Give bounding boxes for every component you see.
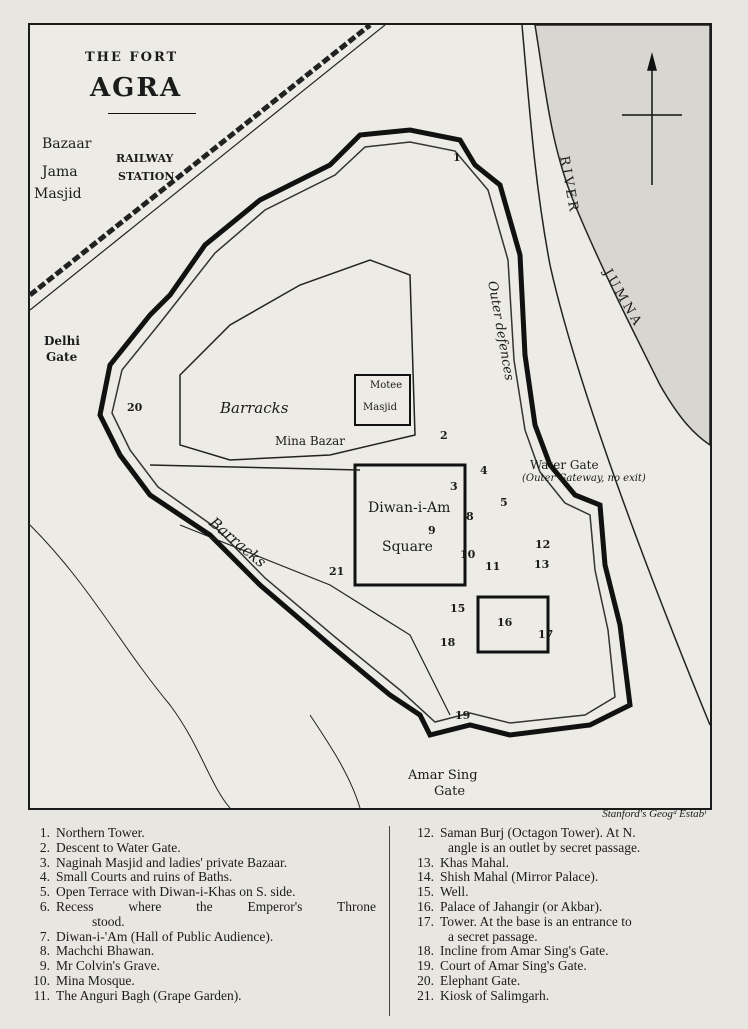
marker-4: 4: [480, 464, 488, 477]
marker-18: 18: [440, 636, 456, 649]
marker-13: 13: [534, 558, 550, 571]
label-jama: Jama: [42, 164, 78, 180]
legend-item: 5. Open Terrace with Diwan-i-Khas on S. side.: [39, 884, 296, 900]
marker-15: 15: [450, 602, 466, 615]
label-delhi: Delhi: [44, 334, 80, 348]
legend-item: 18. Incline from Amar Sing's Gate.: [417, 943, 609, 959]
marker-3: 3: [450, 480, 458, 493]
legend-item: 8. Machchi Bhawan.: [39, 943, 155, 959]
map-credit: Stanford's Geogᵈ Estabᵗ: [602, 808, 706, 820]
label-station: STATION: [118, 170, 175, 183]
legend-item: 10. Mina Mosque.: [33, 972, 135, 988]
legend-item: 11. The Anguri Bagh (Grape Garden).: [33, 987, 242, 1003]
label-jumna: JUMNA: [599, 266, 646, 331]
label-delhi-gate: Gate: [46, 350, 78, 364]
marker-8: 8: [466, 510, 474, 523]
marker-9: 9: [428, 524, 436, 537]
legend-item: 21. Kiosk of Salimgarh.: [417, 987, 550, 1003]
marker-11: 11: [485, 560, 501, 573]
marker-16: 16: [497, 616, 513, 629]
label-mina-bazar: Mina Bazar: [275, 434, 346, 448]
marker-2: 2: [440, 429, 448, 442]
legend-item-cont: a secret passage.: [448, 928, 538, 944]
label-railway: RAILWAY: [116, 152, 174, 165]
label-river: RIVER: [556, 154, 582, 216]
legend-item-cont: angle is an outlet by secret passage.: [448, 839, 641, 855]
label-bazaar: Bazaar: [42, 136, 92, 152]
label-moti: Motee: [370, 380, 403, 391]
marker-1: 1: [453, 151, 461, 164]
label-jama-masjid: Masjid: [34, 186, 82, 202]
river-jumna: [535, 25, 710, 445]
title-rule: [108, 113, 196, 114]
label-amar-sing: Amar Sing: [408, 768, 478, 783]
label-barracks-lower: Barracks: [205, 513, 270, 572]
legend-right-column: [389, 826, 743, 1016]
legend-item: 20. Elephant Gate.: [417, 972, 521, 988]
legend-item: 3. Naginah Masjid and ladies' private Bazaar.: [39, 854, 288, 870]
label-moti-masjid: Masjid: [363, 402, 398, 413]
legend-left-column: [16, 826, 376, 1004]
marker-19: 19: [455, 709, 471, 722]
legend-item: 12. Saman Burj (Octagon Tower). At N.: [417, 825, 636, 840]
legend-item: 2. Descent to Water Gate.: [39, 839, 181, 855]
label-outer-defences: Outer defences: [484, 279, 517, 382]
legend-item: 17. Tower. At the base is an entrance to: [417, 913, 632, 929]
marker-10: 10: [460, 548, 476, 561]
legend: [16, 826, 732, 1016]
legend-item: 14. Shish Mahal (Mirror Palace).: [417, 869, 599, 885]
marker-17: 17: [538, 628, 554, 641]
map-title: AGRA: [90, 73, 183, 103]
label-outer-gateway: (Outer Gateway, no exit): [522, 473, 646, 484]
legend-item: 9. Mr Colvin's Grave.: [39, 958, 161, 974]
legend-item: 6. Recess where the Emperor's Throne: [39, 898, 376, 914]
legend-item: 1. Northern Tower.: [39, 825, 145, 840]
legend-item: 19. Court of Amar Sing's Gate.: [417, 958, 587, 974]
legend-item: 7. Diwan-i-'Am (Hall of Public Audience).: [39, 928, 274, 944]
marker-5: 5: [500, 496, 508, 509]
label-square: Square: [382, 539, 433, 555]
label-amar-gate: Gate: [434, 784, 466, 799]
legend-item: 13. Khas Mahal.: [417, 854, 509, 870]
marker-21: 21: [329, 565, 345, 578]
marker-12: 12: [535, 538, 551, 551]
map-drawing: [30, 25, 710, 808]
marker-20: 20: [127, 401, 143, 414]
legend-item: 16. Palace of Jahangir (or Akbar).: [417, 898, 603, 914]
map-title-top: THE FORT: [85, 50, 179, 65]
map: [28, 23, 712, 810]
legend-item: 4. Small Courts and ruins of Baths.: [39, 869, 233, 885]
label-barracks-upper: Barracks: [220, 399, 289, 417]
legend-item-cont: stood.: [92, 913, 125, 929]
label-diwan-i-am: Diwan-i-Am: [368, 500, 451, 516]
legend-item: 15. Well.: [417, 884, 469, 900]
label-water-gate: Water Gate: [530, 458, 599, 472]
